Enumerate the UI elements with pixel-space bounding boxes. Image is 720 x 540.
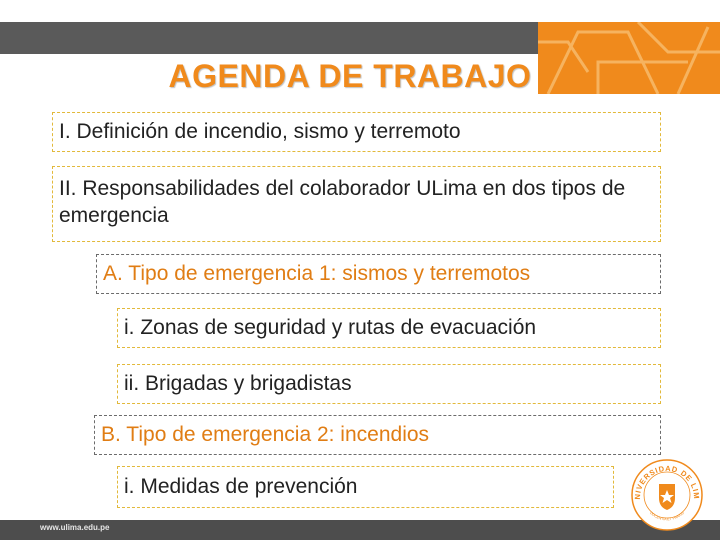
agenda-item-2a-ii: ii. Brigadas y brigadistas — [117, 364, 661, 404]
agenda-item-2b: B. Tipo de emergencia 2: incendios — [94, 415, 661, 455]
footer-bar — [0, 520, 720, 540]
page-title: AGENDA DE TRABAJO — [168, 58, 532, 94]
agenda-item-1: I. Definición de incendio, sismo y terremoto — [52, 112, 661, 152]
footer-url[interactable]: www.ulima.edu.pe — [40, 523, 110, 532]
agenda-item-2b-i: i. Medidas de prevención — [117, 466, 614, 508]
agenda-item-2: II. Responsabilidades del colaborador ULima en dos tipos de emergencia — [52, 166, 661, 242]
agenda-item-2a-i: i. Zonas de seguridad y rutas de evacuación — [117, 308, 661, 348]
seal-motto: DOCENTIA ET PRAXIS — [649, 510, 685, 522]
agenda-item-2a: A. Tipo de emergencia 1: sismos y terremotos — [96, 254, 661, 294]
university-seal-logo — [630, 458, 704, 532]
seal-university-name: NIVERSIDAD DE LIM — [632, 463, 702, 500]
